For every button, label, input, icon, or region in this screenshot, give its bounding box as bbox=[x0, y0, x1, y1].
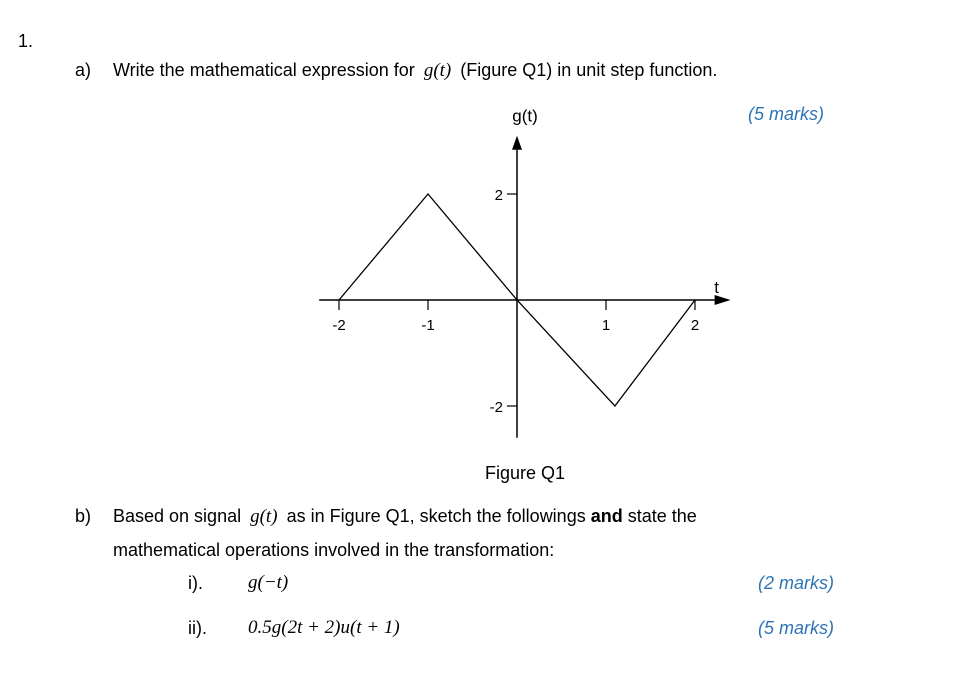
part-b-bold-word: and bbox=[590, 506, 623, 526]
part-b-label: b) bbox=[75, 506, 92, 526]
signal-vertex bbox=[516, 299, 517, 300]
item-i-marks: (2 marks) bbox=[758, 573, 834, 593]
signal-vertex bbox=[338, 299, 339, 300]
x-tick-label: 1 bbox=[601, 317, 611, 334]
x-tick-label: 2 bbox=[690, 317, 700, 334]
part-b-text-after: state the bbox=[627, 506, 697, 526]
item-ii-expression: 0.5g(2t + 2)u(t + 1) bbox=[248, 617, 400, 638]
axes bbox=[319, 136, 730, 438]
signal-vertex bbox=[694, 299, 695, 300]
item-i-label: i). bbox=[188, 573, 203, 593]
part-a-marks: (5 marks) bbox=[748, 104, 824, 124]
y-tick-label: 2 bbox=[494, 187, 503, 204]
y-axis-arrow bbox=[512, 136, 522, 150]
part-a-math: g(t) bbox=[423, 60, 452, 81]
part-b-text-before: Based on signal bbox=[113, 506, 242, 526]
item-ii-label: ii). bbox=[188, 618, 207, 638]
part-a-text-before: Write the mathematical expression for bbox=[113, 60, 415, 80]
question-number: 1. bbox=[18, 31, 34, 51]
ticks bbox=[332, 187, 699, 416]
x-tick-label: -1 bbox=[421, 317, 435, 334]
part-b-line2: mathematical operations involved in the transformation: bbox=[113, 540, 555, 560]
x-axis-label: t bbox=[714, 278, 719, 297]
item-i-expression: g(−t) bbox=[248, 572, 289, 593]
item-ii-marks: (5 marks) bbox=[758, 618, 834, 638]
part-b-math: g(t) bbox=[250, 506, 278, 527]
part-b-line1 bbox=[113, 506, 697, 528]
y-tick-label: -2 bbox=[489, 399, 503, 416]
x-tick-label: -2 bbox=[332, 317, 346, 334]
signal-vertex bbox=[614, 405, 615, 406]
y-axis-label: g(t) bbox=[512, 106, 538, 126]
part-b-text-middle: as in Figure Q1, sketch the followings bbox=[286, 506, 586, 526]
part-a-label: a) bbox=[75, 60, 92, 80]
signal-vertex bbox=[427, 193, 428, 194]
figure-caption: Figure Q1 bbox=[485, 463, 566, 483]
part-a-text-after: (Figure Q1) in unit step function. bbox=[460, 60, 718, 80]
